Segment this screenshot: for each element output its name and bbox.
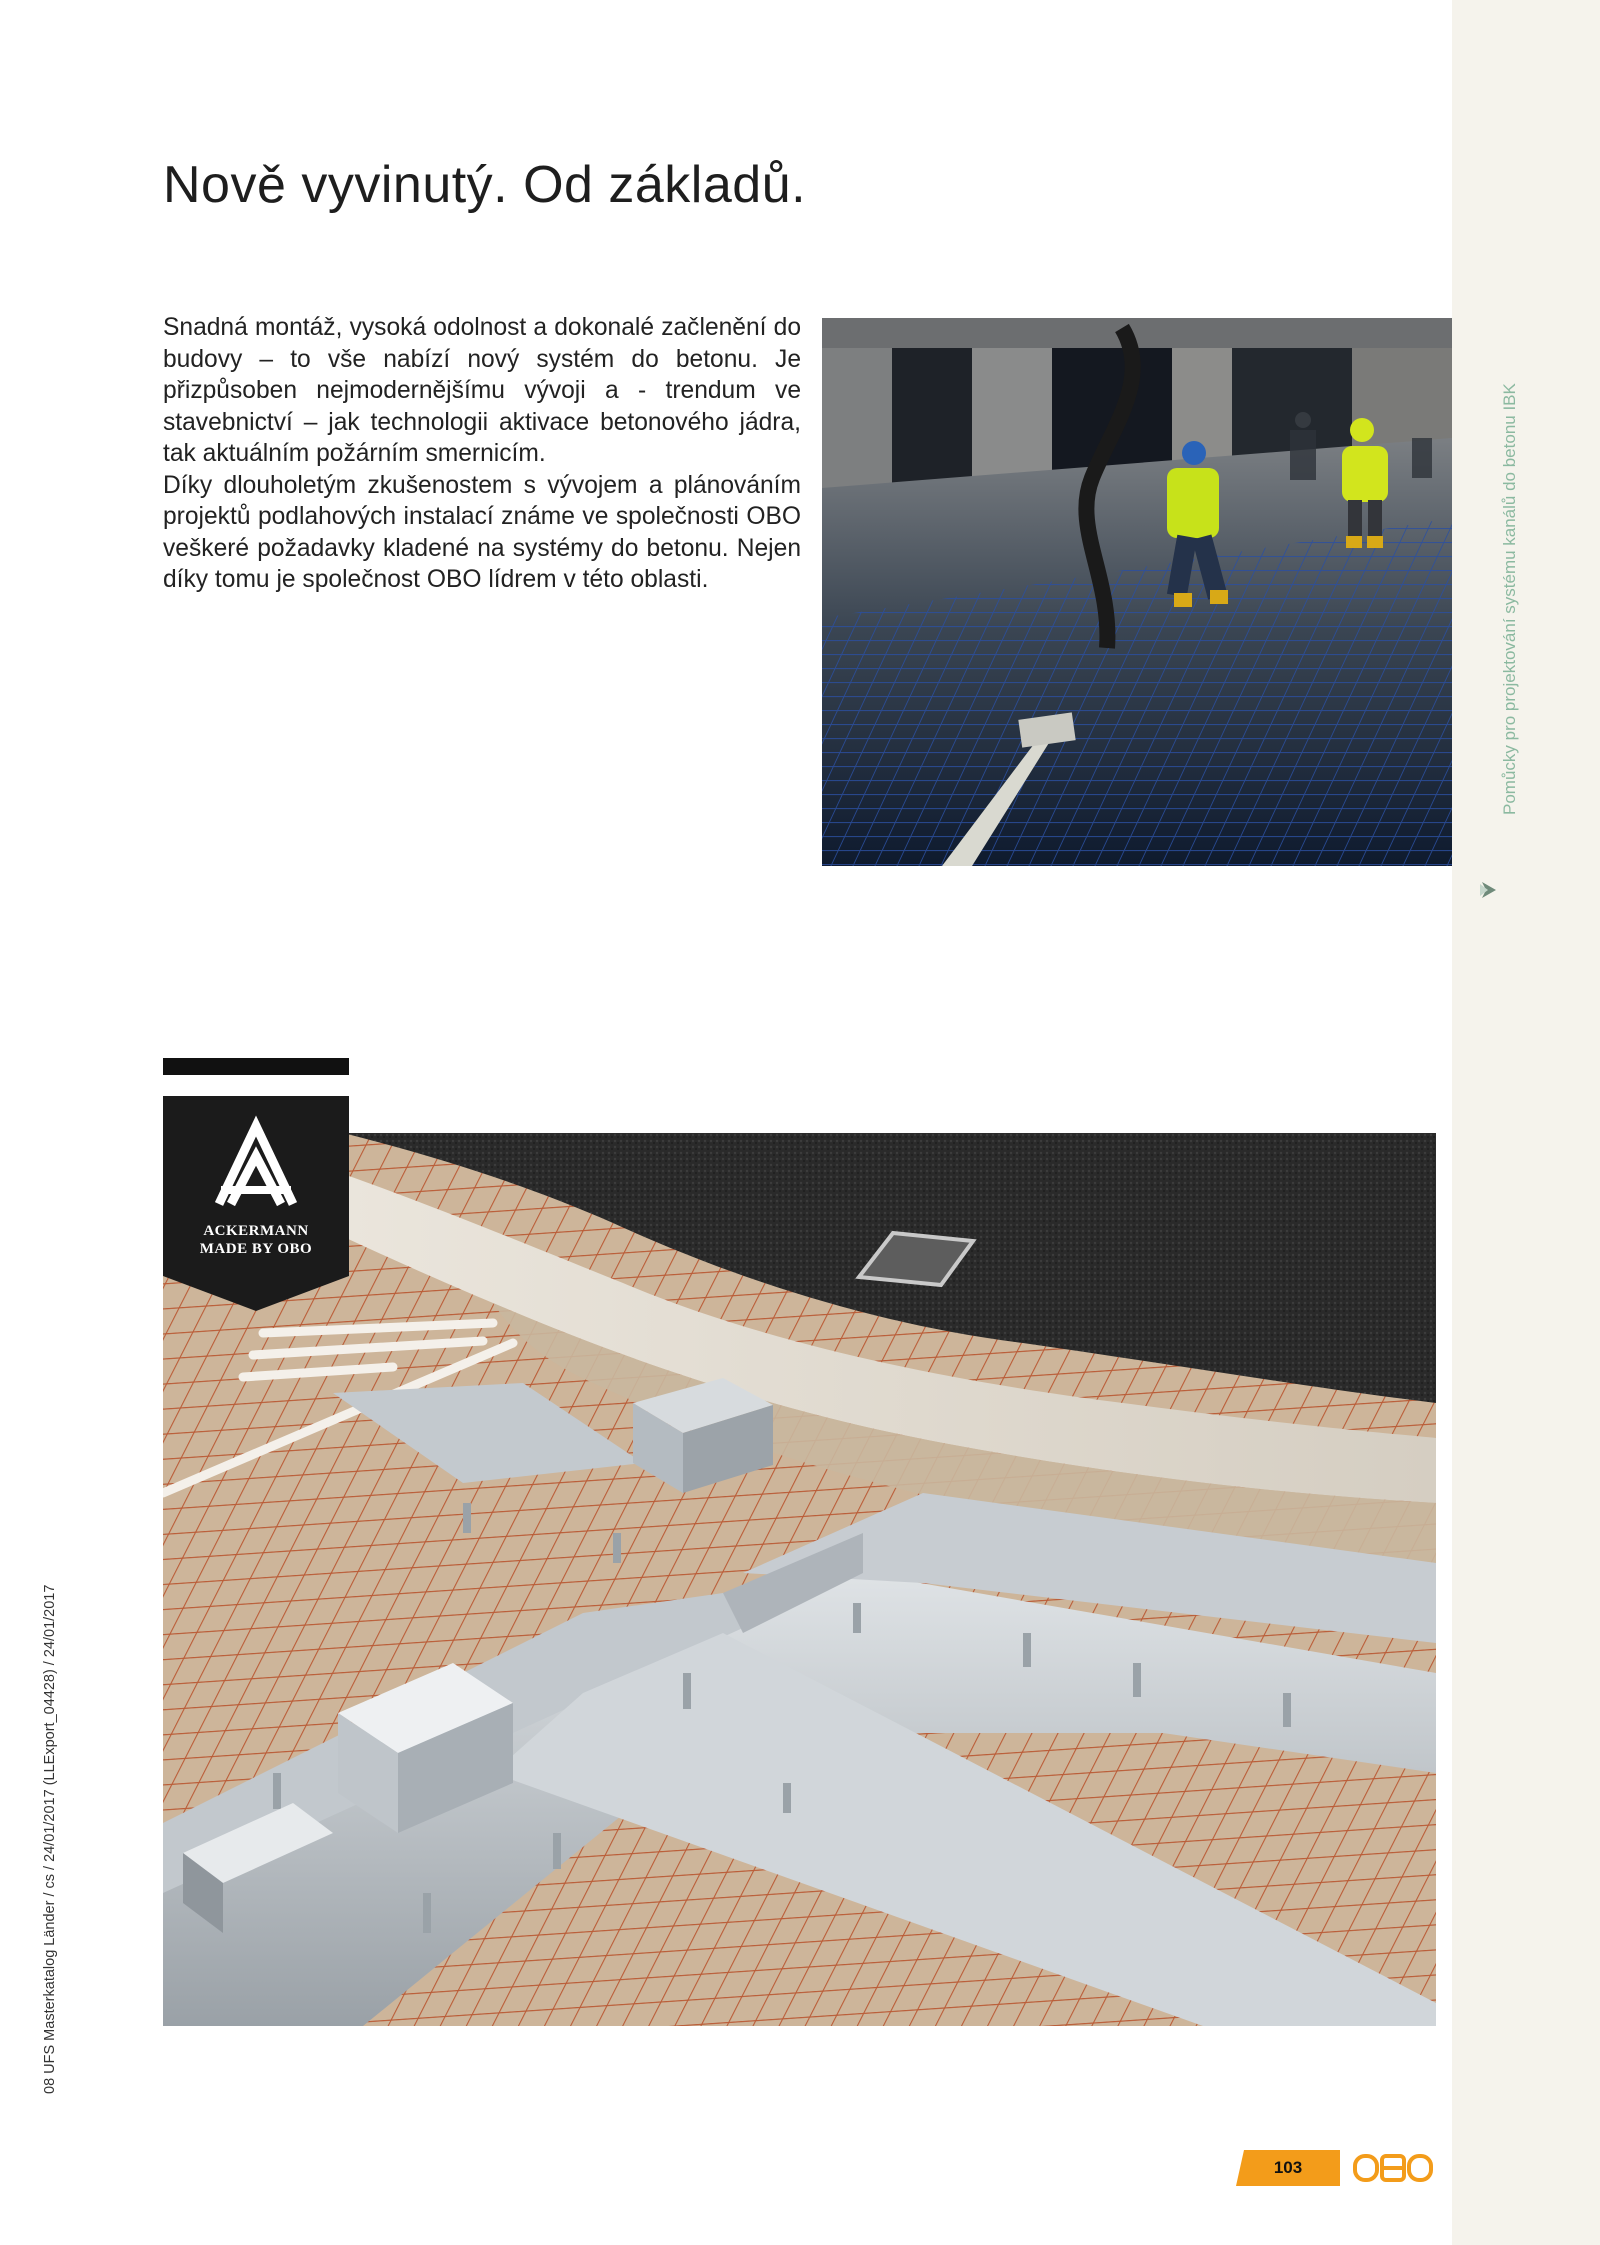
- intro-paragraph-1: Snadná montáž, vysoká odolnost a dokonalé začlenění do budovy – to vše nabízí nový systém do betonu. Je přizpůsoben nejmodernějšímu vývoji a - trendum ve stavebnictví – jak technologii aktivace betonového jádra, tak aktuálním požárním smernicím.: [163, 314, 801, 467]
- footer-meta: [40, 1540, 62, 2100]
- channel-system-rendering: [163, 1133, 1436, 2026]
- chevron-nav-icon[interactable]: [1478, 876, 1500, 904]
- badge-top-bar: [163, 1058, 349, 1075]
- side-strip: [1452, 0, 1600, 2245]
- page-number: 103: [1273, 2158, 1303, 2177]
- page-title: Nově vyvinutý. Od základů.: [163, 155, 807, 214]
- badge-line-1: ACKERMANN: [203, 1223, 309, 1239]
- concrete-pouring-photo: [822, 318, 1452, 866]
- badge-text: [163, 1222, 349, 1258]
- badge-line-2: MADE BY OBO: [199, 1241, 313, 1257]
- footer-meta-text: 08 UFS Masterkatalog Länder / cs / 24/01/2017 (LLExport_04428) / 24/01/2017: [42, 1584, 58, 2094]
- intro-paragraph-2: Díky dlouholetým zkušenostem s vývojem a plánováním projektů podlahových instalací známe ve společnosti OBO veškeré požadavky kladené na systémy do betonu. Nejen díky tomu je společnost OBO lídrem v této oblasti.: [163, 471, 801, 593]
- intro-text: [163, 312, 801, 596]
- side-section-label-text: Pomůcky pro projektování systému kanálů do betonu IBK: [1500, 383, 1519, 815]
- side-section-label: [1496, 345, 1520, 815]
- ackermann-badge: [163, 1096, 349, 1311]
- obo-logo: [1352, 2149, 1434, 2187]
